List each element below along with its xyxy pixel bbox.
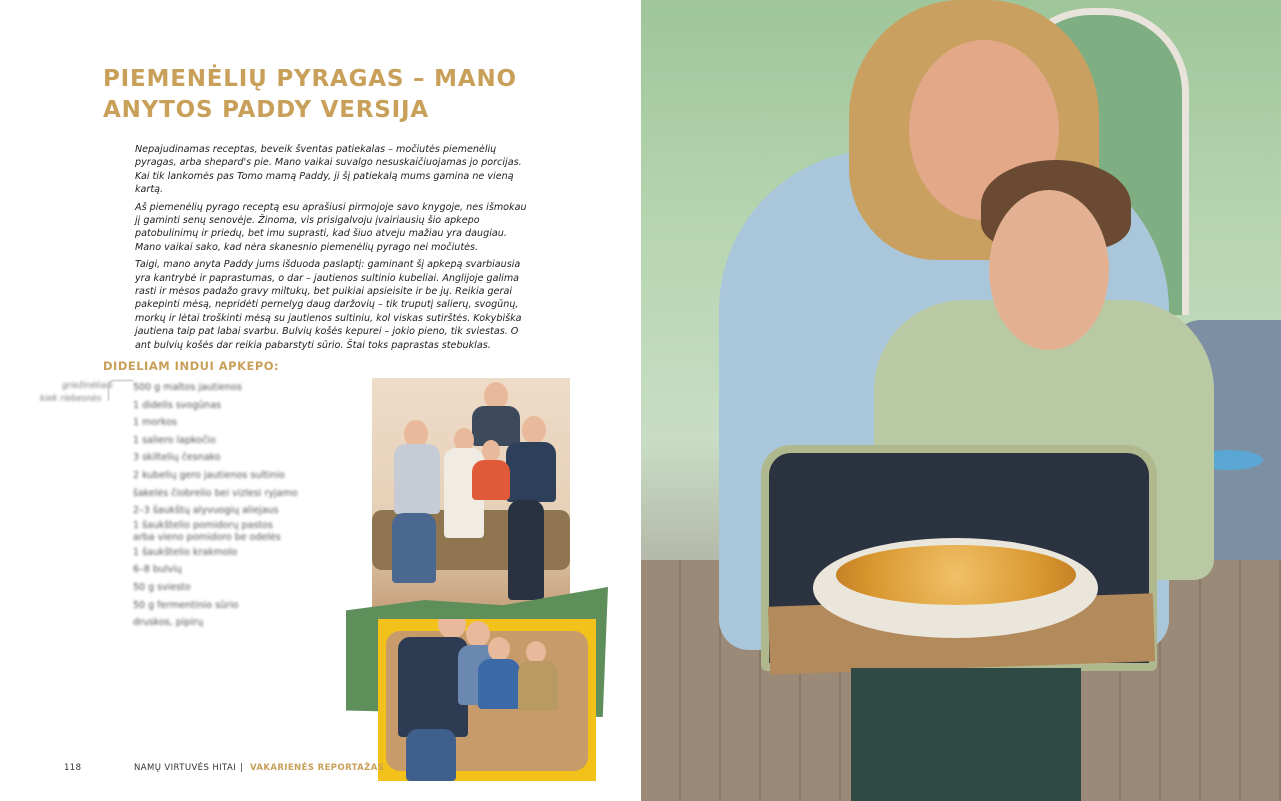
ingredient-item: 1 šaukštelio pomidorų pastos [133,519,273,531]
ingredient-note: kiek riebesnės [40,394,102,404]
recipe-title: PIEMENĖLIŲ PYRAGAS – MANO ANYTOS PADDY VERSIJA [103,66,517,123]
footer-separator: | [240,763,244,773]
ingredient-item: 6–8 bulvių [133,564,182,576]
person-head [522,416,546,444]
ingredient-item: 500 g maltos jautienos [133,382,242,393]
boy-face [989,190,1109,350]
ingredient-note: griežinėliais [62,381,113,391]
person-legs [392,513,436,583]
ingredient-item: 50 g fermentinio sūrio [133,599,239,611]
note-arrow [108,380,133,401]
shepherds-pie [836,545,1076,605]
ingredient-item: 1 morkos [133,417,177,429]
person-body [518,661,558,711]
ingredient-item: 1 šaukštelio krakmolo [133,546,238,558]
person-head [482,440,500,462]
photo-page [641,0,1281,801]
recipe-intro [135,143,530,356]
ingredient-item: 2 kubelių gero jautienos sultinio [133,469,285,481]
ingredient-item: 3 skiltelių česnako [133,452,221,464]
intro-paragraph-1: Nepajudinamas receptas, beveik šventas patiekalas – močiutės piemenėlių pyragas, arba shepard's pie. Mano vaikai suvalgo nesuskaičiuojamas jo porcijas. Kai tik lankomės pas Tomo mamą Paddy, ji šį patiekalą mums gamina ne vieną kartą. [135,144,522,196]
person-body [394,444,440,514]
person-legs [508,500,544,600]
person-body [472,406,520,446]
boy-pants [851,668,1081,801]
person-legs [406,729,456,781]
ingredient-item: 2–3 šaukštų alyvuogių aliejaus [133,505,279,517]
page-number: 118 [64,763,82,773]
ingredients-title: DIDELIAM INDUI APKEPO: [103,359,280,373]
family-photo-bottom [378,619,596,781]
person-head [488,637,510,661]
ingredient-item: arba vieno pomidoro be odelės [133,531,281,543]
ingredient-item: 1 saliero lapkočio [133,434,216,446]
ingredient-item: druskos, pipirų [133,617,204,629]
person-head [466,621,490,647]
section-name: NAMŲ VIRTUVĖS HITAI [134,763,237,773]
subsection-name: VAKARIENĖS REPORTAŽAS [250,763,385,773]
intro-paragraph-3: Taigi, mano anyta Paddy jums išduoda paslaptį: gaminant šį apkepą svarbiausia yra kantrybė ir paprastumas, o dar – jautienos sultinio kubeliai. Anglijoje galima rasti ir mėsos padažo gravy miltukų, bet puikiai apsieisite ir be jų. Reikia gerai pakepinti mėsą, nepridėti pernelyg daug daržovių – tik truputį salierų, svogūnų, morkų ir lėtai troškinti mėsą su jautienos sultiniu, kol viskas sutirštės. Kokybiška jautiena taip pat labai svarbu. Bulvių košės kepurei – jokio pieno, tik sviestas. O ant bulvių košės dar reikia pabarstyti sūrio. Štai toks paprastas stebuklas. [135,259,522,351]
intro-paragraph-2: Aš piemenėlių pyrago receptą esu aprašiusi pirmojoje savo knygoje, nes išmokau jį gaminti senų senovėje. Žinoma, vis prisigalvoju įvairiausių šio apkepo patobulinimų ir priedų, bet imu suprasti, kad šiuo atveju mažiau yra daugiau. Mano vaikai sako, kad nėra skanesnio piemenėlių pyrago nei močiutės. [135,201,527,253]
ingredient-item: šakelės čiobrelio bei vizlesi ryjamo [133,487,298,499]
person-body [472,460,510,500]
ingredients-list [133,379,333,632]
person-head [526,641,546,663]
family-photo-top [372,378,570,620]
person-body [506,442,556,502]
ingredient-item: 50 g sviesto [133,581,191,593]
ingredient-item: 1 didelis svogūnas [133,399,222,411]
person-body [478,659,520,709]
